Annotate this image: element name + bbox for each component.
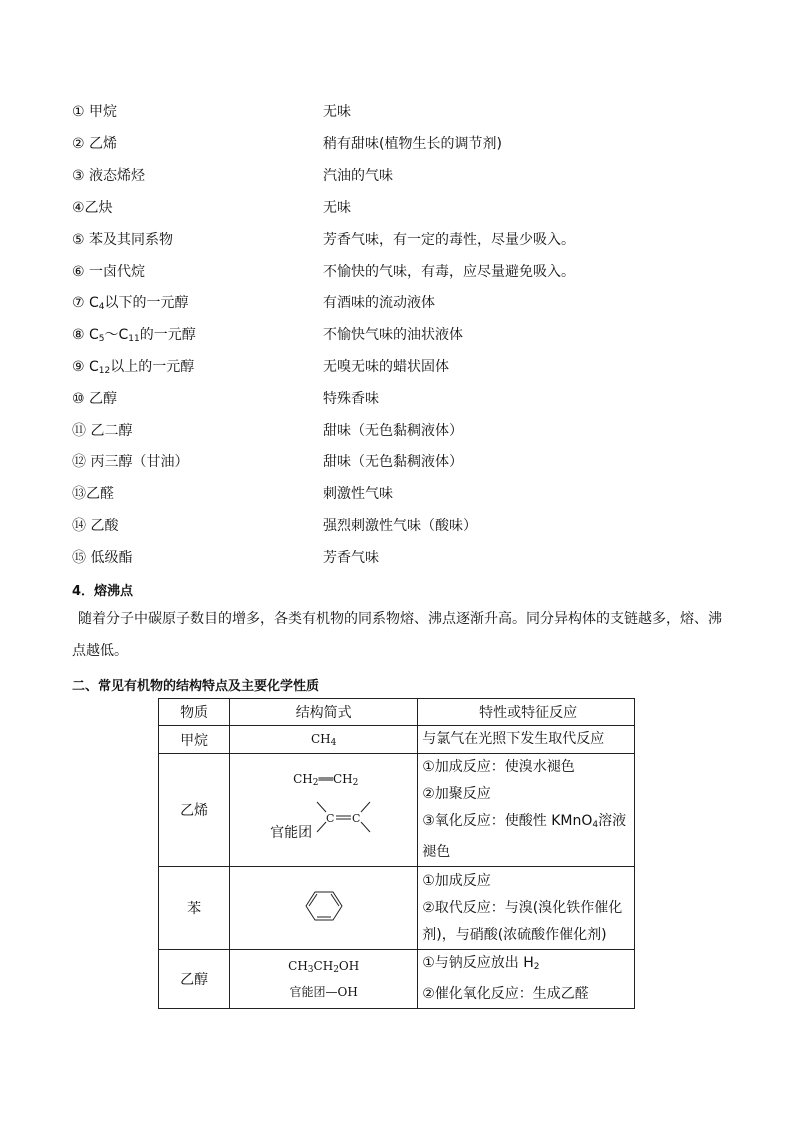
structure-formula: $CH_3CH_2OH$ 官能团—OH bbox=[230, 950, 418, 1009]
substance-name: 乙醇 bbox=[159, 950, 230, 1009]
odor-row: ⑭ 乙酸 强烈刺激性气味（酸味） bbox=[72, 518, 477, 534]
properties-cell: 与氯气在光照下发生取代反应 bbox=[418, 726, 635, 754]
properties-cell: ①与钠反应放出 $H_2$ ②催化氧化反应：生成乙醛 bbox=[418, 950, 635, 1009]
section-4-text: 随着分子中碳原子数目的增多，各类有机物的同系物熔、沸点逐渐升高。同分异构体的支链越多，熔、沸点越低。 bbox=[72, 611, 722, 659]
substance-name: 甲烷 bbox=[159, 726, 230, 754]
svg-text:C: C bbox=[352, 812, 361, 825]
odor-name: ⑦ $C_4$以下的一元醇 bbox=[72, 295, 189, 312]
odor-name: ⑧ $C_5\sim C_{11}$的一元醇 bbox=[72, 327, 196, 344]
odor-row: ④乙炔 无味 bbox=[72, 200, 351, 216]
table-row bbox=[159, 950, 635, 1009]
odor-row: ⑤ 苯及其同系物 芳香气味，有一定的毒性，尽量少吸入。 bbox=[72, 232, 575, 248]
table-header-row bbox=[159, 699, 635, 726]
odor-row: ⑫ 丙三醇（甘油） 甜味（无色黏稠液体） bbox=[72, 454, 463, 470]
header-substance: 物质 bbox=[159, 699, 230, 726]
properties-cell: ①加成反应 ②取代反应：与溴(溴化铁作催化 剂)，与硝酸(浓硫酸作催化剂) bbox=[418, 867, 635, 950]
odor-row: ⑪ 乙二醇 甜味（无色黏稠液体） bbox=[72, 423, 463, 439]
ethylene-double-bond-structure bbox=[314, 796, 380, 840]
functional-group-label: 官能团 bbox=[270, 825, 313, 841]
header-properties: 特性或特征反应 bbox=[418, 699, 635, 726]
odor-row: ② 乙烯 稍有甜味(植物生长的调节剂) bbox=[72, 136, 502, 152]
odor-row: ③ 液态烯烃 汽油的气味 bbox=[72, 168, 393, 184]
properties-table bbox=[158, 698, 635, 1009]
odor-row: ⑨ $C_{12}$以上的一元醇 无嗅无味的蜡状固体 bbox=[72, 356, 732, 376]
benzene-ring-icon bbox=[294, 886, 354, 926]
odor-row: ① 甲烷 无味 bbox=[72, 104, 351, 120]
ethylene-formula: $CH_2══CH_2$ bbox=[293, 772, 359, 788]
substance-name: 乙烯 bbox=[159, 754, 230, 867]
odor-row: ⑬乙醛 刺激性气味 bbox=[72, 486, 393, 502]
odor-row: ⑮ 低级酯 芳香气味 bbox=[72, 550, 379, 566]
header-structure: 结构简式 bbox=[230, 699, 418, 726]
structure-formula bbox=[230, 754, 418, 867]
table-row bbox=[159, 726, 635, 754]
svg-text:C: C bbox=[326, 812, 335, 825]
table-row bbox=[159, 867, 635, 950]
section-4-title: 4．熔沸点 bbox=[72, 584, 134, 599]
properties-cell: ①加成反应：使溴水褪色 ②加聚反应 ③氧化反应：使酸性 KMnO$_4$溶液 褪色 bbox=[418, 754, 635, 867]
table-row bbox=[159, 754, 635, 867]
odor-name: ⑨ $C_{12}$以上的一元醇 bbox=[72, 359, 195, 376]
structure-formula bbox=[230, 867, 418, 950]
odor-row: ⑧ $C_5\sim C_{11}$的一元醇 不愉快气味的油状液体 bbox=[72, 324, 732, 344]
odor-row: ⑩ 乙醇 特殊香味 bbox=[72, 391, 379, 407]
section-2-title: 二、常见有机物的结构特点及主要化学性质 bbox=[72, 679, 320, 694]
odor-row: ⑦ $C_4$以下的一元醇 有酒味的流动液体 bbox=[72, 292, 732, 312]
substance-name: 苯 bbox=[159, 867, 230, 950]
structure-formula: $CH_4$ bbox=[230, 726, 418, 754]
odor-row: ⑥ 一卤代烷 不愉快的气味，有毒，应尽量避免吸入。 bbox=[72, 264, 575, 280]
